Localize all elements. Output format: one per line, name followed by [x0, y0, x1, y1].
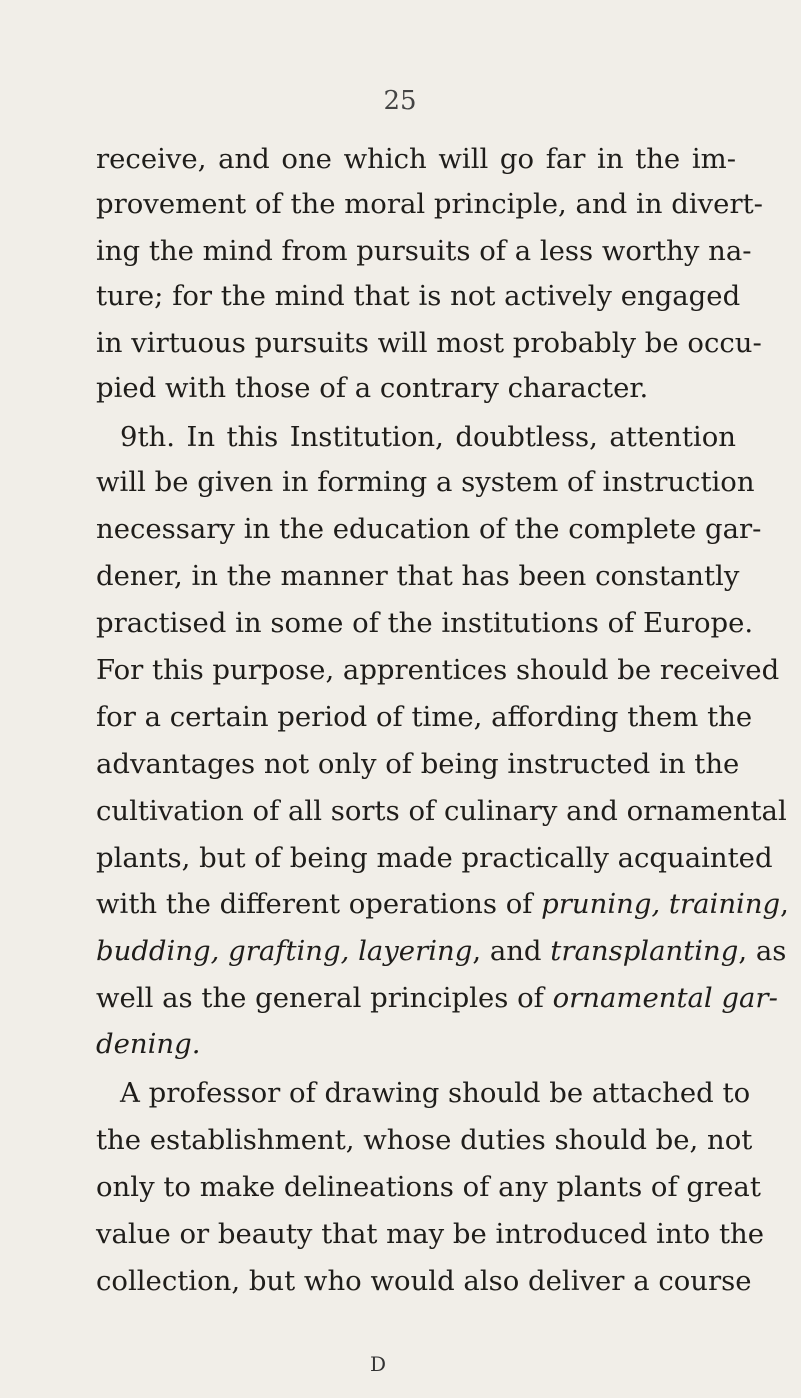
italic-text: transplanting: [550, 935, 739, 967]
text-segment: dener, in the manner that has been constantly: [96, 560, 740, 592]
text-segment: necessary in the education of the complete gar-: [96, 513, 762, 545]
text-segment: plants, but of being made practically acquainted: [96, 842, 773, 874]
text-segment: only to make delineations of any plants of great: [96, 1171, 761, 1203]
text-segment: well as the general principles of: [96, 982, 553, 1014]
text-line: [96, 1171, 761, 1203]
text-segment: for a certain period of time, affording them the: [96, 701, 753, 733]
text-segment: A professor of drawing should be attached to: [120, 1077, 751, 1109]
signature-mark: D: [370, 1352, 387, 1376]
text-line: [96, 188, 763, 220]
text-line: [96, 748, 740, 780]
text-segment: 9th. In this Institution, doubtless, attention: [120, 421, 736, 453]
text-line: [96, 842, 773, 874]
text-line: [96, 1218, 765, 1250]
text-segment: , and: [472, 935, 551, 967]
text-segment: advantages not only of being instructed in the: [96, 748, 740, 780]
text-line: [96, 1265, 752, 1297]
text-segment: cultivation of all sorts of culinary and ornamental: [96, 795, 787, 827]
text-segment: receive, and one which will go far in the im-: [96, 143, 736, 175]
text-line: [96, 888, 789, 920]
text-line: [96, 280, 741, 312]
italic-text: ornamental gar-: [552, 982, 778, 1014]
text-line: [96, 607, 754, 639]
text-segment: ,: [780, 888, 789, 920]
text-segment: provement of the moral principle, and in divert-: [96, 188, 763, 220]
text-line: [96, 1028, 736, 1060]
text-line: [96, 235, 752, 267]
text-segment: in virtuous pursuits will most probably be occu-: [96, 327, 762, 359]
text-segment: pied with those of a contrary character.: [96, 372, 649, 404]
text-segment: the establishment, whose duties should be, not: [96, 1124, 753, 1156]
text-line: [96, 513, 762, 545]
text-segment: For this purpose, apprentices should be received: [96, 654, 780, 686]
text-line: [96, 143, 736, 175]
text-line: [96, 1124, 753, 1156]
text-line: [96, 795, 787, 827]
text-line: [96, 466, 755, 498]
text-line: [96, 654, 780, 686]
text-segment: collection, but who would also deliver a course: [96, 1265, 752, 1297]
text-line: [96, 982, 778, 1014]
text-line: [96, 372, 736, 404]
text-segment: , as: [738, 935, 787, 967]
text-line: [120, 421, 736, 453]
text-line: [120, 1077, 751, 1109]
page-number: 25: [383, 86, 417, 116]
italic-text: budding, grafting, layering: [96, 935, 473, 967]
text-segment: with the different operations of: [96, 888, 542, 920]
text-line: [96, 935, 787, 967]
text-line: [96, 327, 762, 359]
text-segment: practised in some of the institutions of Europe.: [96, 607, 754, 639]
italic-text: pruning, training: [541, 888, 781, 920]
text-segment: ture; for the mind that is not actively engaged: [96, 280, 741, 312]
text-segment: ing the mind from pursuits of a less worthy na-: [96, 235, 752, 267]
text-segment: value or beauty that may be introduced into the: [96, 1218, 765, 1250]
italic-text: dening.: [96, 1028, 201, 1060]
text-segment: will be given in forming a system of instruction: [96, 466, 755, 498]
text-line: [96, 701, 753, 733]
text-line: [96, 560, 740, 592]
